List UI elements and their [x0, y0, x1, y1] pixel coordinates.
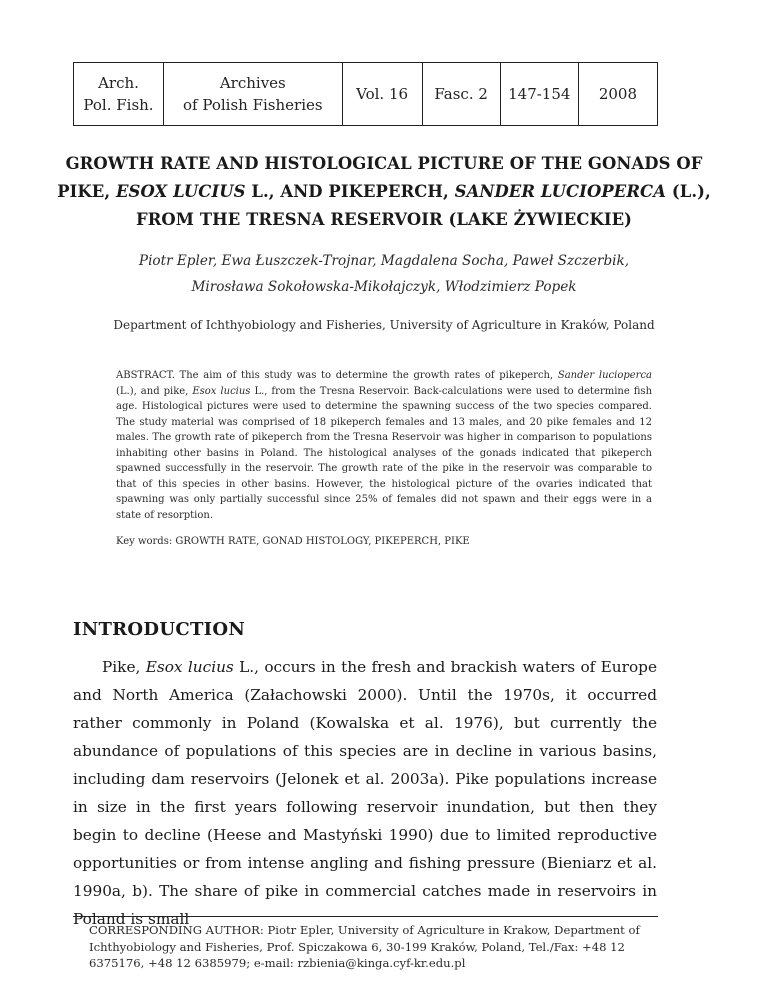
journal-name-line2: of Polish Fisheries [183, 96, 323, 114]
journal-header-table [73, 62, 658, 126]
title-part3: (L.), FROM THE TRESNA RESERVOIR (LAKE ŻYWIECKIE) [135, 182, 711, 229]
intro-p2: L., occurs in the fresh and brackish waters of Europe and North America (Załachowski 2000). Until the 1970s, it occurred rather commonly in Poland (Kowalska et al. 1976), but currently the abundance of populations of this species are in decline in various basins, including dam reservoirs (Jelonek et al. 2003a). Pike populations increase in size in the first years following reservoir inundation, but then they begin to decline (Heese and Mastyński 1990) due to limited reproductive opportunities or from intense angling and fishing pressure (Bieniarz et al. 1990a, b). The share of pike in commercial catches made in reservoirs in Poland is small [73, 658, 658, 928]
title-pike-latin: ESOX LUCIUS [115, 182, 246, 201]
journal-name-cell [163, 63, 342, 126]
abstract-s3: L., from the Tresna Reservoir. Back-calculations were used to determine fish age. Histological pictures were used to determine the spawning success of the two species compared. The study material was comprised of 18 pikeperch females and 13 males, and 20 pike females and 12 males. The growth rate of pikeperch from the Tresna Reservoir was higher in comparison to populations inhabiting other basins in Poland. The histological analyses of the gonads indicated that pikeperch spawned successfully in the reservoir. The growth rate of the pike in the reservoir was comparable to that of this species in other basins. However, the histological picture of the ovaries indicated that spawning was only partially successful since 25% of females did not spawn and their eggs were in a state of resorption. [116, 385, 653, 521]
abstract-s2: (L.), and pike, [116, 385, 193, 397]
footnote-divider [73, 916, 658, 917]
volume-cell: Vol. 16 [342, 63, 422, 126]
keywords: Key words: GROWTH RATE, GONAD HISTOLOGY, PIKEPERCH, PIKE [116, 536, 470, 547]
affiliation: Department of Ichthyobiology and Fisheries, University of Agriculture in Kraków, Poland [113, 318, 655, 332]
abstract-pike-latin: Esox lucius [192, 385, 251, 397]
journal-abbrev-line2: Pol. Fish. [83, 96, 154, 114]
year-cell: 2008 [578, 63, 657, 126]
intro-p1: Pike, [102, 658, 146, 676]
title-pikeperch-latin: SANDER LUCIOPERCA [454, 182, 667, 201]
paper-title [40, 150, 728, 234]
corresponding-author-footnote: CORRESPONDING AUTHOR: Piotr Epler, University of Agriculture in Krakow, Department of Ichthyobiology and Fisheries, Prof. Spiczakowa 6, 30-199 Kraków, Poland, Tel./Fax: +48 12 6375176, +48 12 6385979; e-mail: rzbienia@kinga.cyf-kr.edu.pl [89, 923, 640, 970]
abstract-pikeperch-latin: Sander lucioperca [557, 370, 653, 381]
author-list [40, 248, 728, 300]
title-part1: GROWTH RATE AND HISTOLOGICAL PICTURE OF THE GONADS OF PIKE, [57, 154, 703, 201]
journal-name-line1: Archives [219, 74, 286, 92]
title-part2: L., AND PIKEPERCH, [245, 182, 455, 201]
fascicle-cell: Fasc. 2 [422, 63, 500, 126]
introduction-heading: INTRODUCTION [73, 619, 246, 640]
intro-pike-latin: Esox lucius [145, 658, 234, 676]
authors-line1: Piotr Epler, Ewa Łuszczek-Trojnar, Magdalena Socha, Paweł Szczerbik, [138, 253, 630, 269]
authors-line2: Mirosława Sokołowska-Mikołajczyk, Włodzimierz Popek [191, 279, 577, 295]
pages-cell: 147-154 [500, 63, 578, 126]
journal-abbrev-cell [74, 63, 164, 126]
introduction-paragraph [73, 653, 657, 933]
journal-abbrev-line1: Arch. [98, 74, 139, 92]
abstract [116, 368, 652, 523]
abstract-s1: ABSTRACT. The aim of this study was to determine the growth rates of pikeperch, [116, 370, 558, 381]
